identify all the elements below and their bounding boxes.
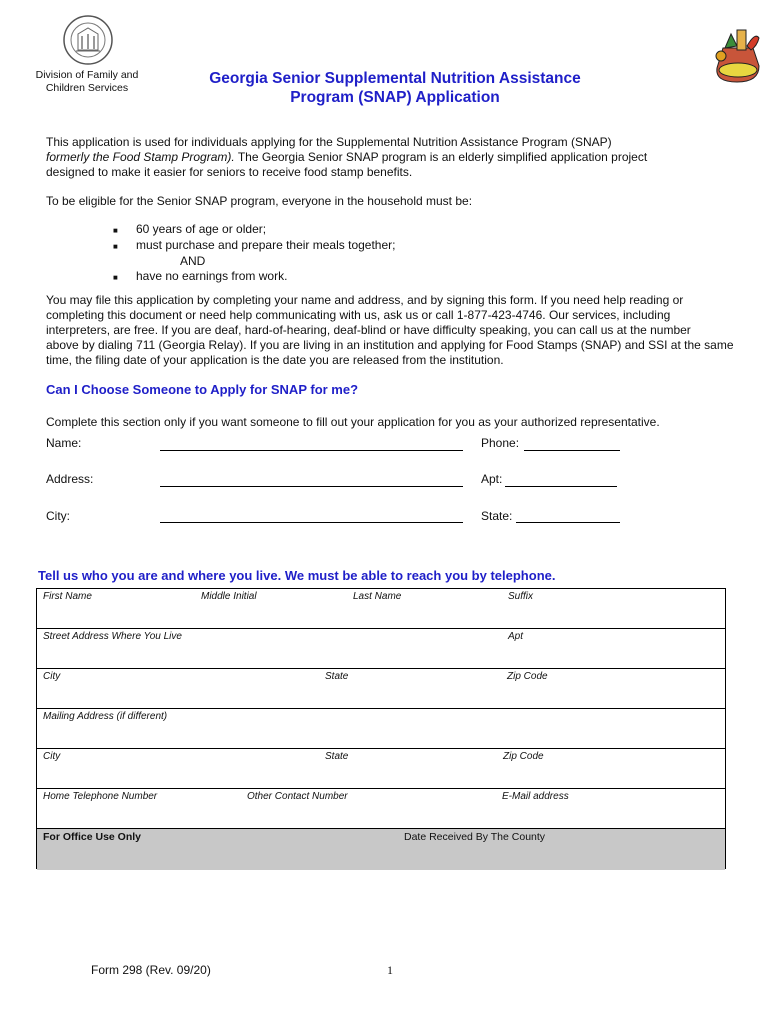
eligibility-item	[113, 269, 513, 285]
apt-label: Apt	[508, 631, 524, 642]
rep-apt-field[interactable]	[505, 486, 617, 487]
intro-line-1: This application is used for individuals applying for the Supplemental Nutrition Assistance Program (SNAP)	[46, 135, 612, 149]
mailing-zip-code-label: Zip Code	[503, 751, 544, 762]
rep-city-field[interactable]	[160, 522, 463, 523]
bullet-icon: ■	[113, 242, 118, 251]
rep-state-label: State:	[481, 509, 513, 523]
representative-heading: Can I Choose Someone to Apply for SNAP for me?	[46, 382, 359, 397]
first-name-label: First Name	[43, 591, 92, 602]
mailing-address-row[interactable]	[37, 709, 725, 749]
home-phone-label: Home Telephone Number	[43, 791, 158, 802]
filing-line-5: time, the filing date of your application is the date you are released from the institution.	[46, 353, 504, 367]
office-use-label: For Office Use Only	[43, 831, 142, 843]
rep-city-label: City:	[46, 509, 70, 523]
bullet-icon: ■	[113, 273, 118, 282]
intro-line-2	[46, 150, 746, 165]
filing-instructions	[46, 293, 746, 368]
filing-line-1: You may file this application by completing your name and address, and by signing this form. If you need help reading or	[46, 293, 684, 307]
agency-name	[20, 69, 154, 95]
intro-line-2-rest: The Georgia Senior SNAP program is an elderly simplified application project	[234, 150, 648, 164]
rep-name-field[interactable]	[160, 450, 463, 451]
intro-italic-phrase: formerly the Food Stamp Program).	[46, 150, 235, 164]
rep-state-field[interactable]	[516, 522, 620, 523]
city-label: City	[43, 671, 61, 682]
eligibility-item-text: 60 years of age or older;	[136, 222, 267, 236]
representative-instructions: Complete this section only if you want someone to fill out your application for you as your authorized representative.	[46, 415, 660, 429]
eligibility-item-text: must purchase and prepare their meals together;	[136, 238, 396, 252]
rep-phone-label: Phone:	[481, 436, 520, 450]
intro-line-3: designed to make it easier for seniors to receive food stamp benefits.	[46, 165, 413, 179]
rep-phone-field[interactable]	[524, 450, 620, 451]
office-use-row	[37, 829, 725, 870]
eligibility-and: AND	[180, 254, 206, 268]
page-title	[160, 69, 630, 107]
rep-apt-label: Apt:	[481, 472, 503, 486]
name-row[interactable]	[37, 589, 725, 629]
date-received-label: Date Received By The County	[404, 831, 546, 843]
grocery-bag-icon	[713, 26, 763, 84]
applicant-info-table	[36, 588, 726, 869]
rep-address-label: Address:	[46, 472, 94, 486]
email-label: E-Mail address	[502, 791, 569, 802]
applicant-heading: Tell us who you are and where you live. We must be able to reach you by telephone.	[38, 568, 556, 583]
mailing-city-state-zip-row[interactable]	[37, 749, 725, 789]
contact-row[interactable]	[37, 789, 725, 829]
agency-line-1: Division of Family and	[35, 69, 139, 81]
last-name-label: Last Name	[353, 591, 402, 602]
eligibility-intro: To be eligible for the Senior SNAP program, everyone in the household must be:	[46, 194, 473, 208]
mailing-state-label: State	[325, 751, 349, 762]
eligibility-item-text: have no earnings from work.	[136, 269, 288, 283]
rep-address-field[interactable]	[160, 486, 463, 487]
eligibility-item	[113, 238, 513, 254]
state-label: State	[325, 671, 349, 682]
mailing-address-label: Mailing Address (if different)	[43, 711, 168, 722]
agency-line-2: Children Services	[45, 82, 129, 94]
suffix-label: Suffix	[508, 591, 534, 602]
middle-initial-label: Middle Initial	[201, 591, 257, 602]
georgia-state-seal-icon	[62, 14, 114, 66]
zip-code-label: Zip Code	[507, 671, 548, 682]
filing-line-4: above by dialing 711 (Georgia Relay). If you are living in an institution and applying for Food Stamps (SNAP) and SSI at the same	[46, 338, 734, 352]
rep-name-label: Name:	[46, 436, 82, 450]
filing-line-2: completing this document or need help communicating with us, ask us or call 1-877-423-4746. Our services, including	[46, 308, 671, 322]
eligibility-item	[113, 222, 513, 238]
mailing-city-label: City	[43, 751, 61, 762]
filing-line-3: interpreters, are free. If you are deaf, hard-of-hearing, deaf-blind or have difficulty speaking, you can call us at the number	[46, 323, 691, 337]
other-contact-label: Other Contact Number	[247, 791, 348, 802]
eligibility-list	[113, 222, 513, 285]
title-line-1: Georgia Senior Supplemental Nutrition Assistance	[209, 70, 581, 87]
title-line-2: Program (SNAP) Application	[290, 89, 500, 106]
street-address-row[interactable]	[37, 629, 725, 669]
city-state-zip-row[interactable]	[37, 669, 725, 709]
intro-paragraph	[46, 135, 746, 180]
form-number: Form 298 (Rev. 09/20)	[91, 963, 211, 977]
page-number: 1	[387, 963, 393, 977]
street-address-label: Street Address Where You Live	[43, 631, 182, 642]
bullet-icon: ■	[113, 226, 118, 235]
